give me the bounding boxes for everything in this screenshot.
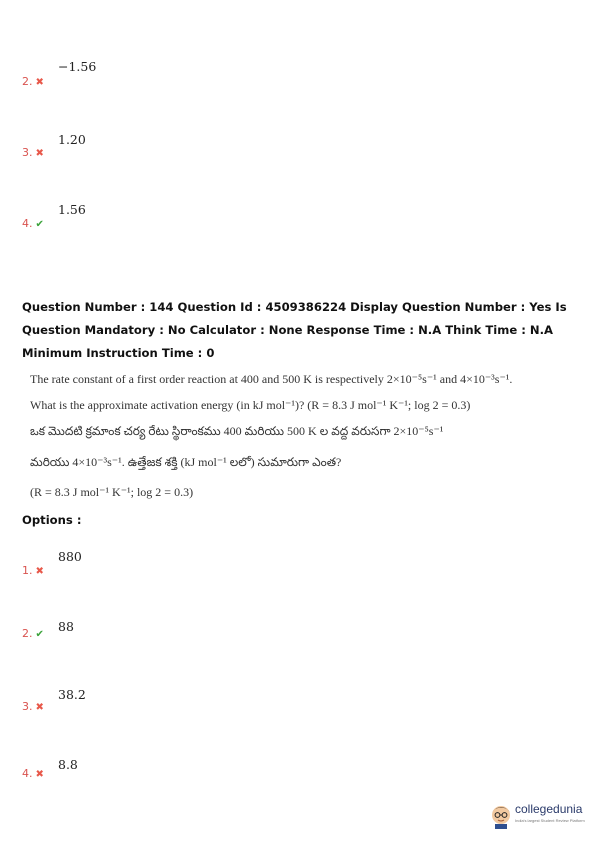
option-value: 38.2 bbox=[58, 687, 86, 702]
option-number: 1. ✖ bbox=[22, 564, 44, 577]
logo-tagline: India's largest Student Review Platform bbox=[515, 818, 585, 823]
question-line: The rate constant of a first order reaction at 400 and 500 K is respectively 2×10⁻⁵s⁻¹ and 4×10⁻³s⁻¹. bbox=[30, 372, 513, 386]
option-value: 1.20 bbox=[58, 132, 86, 147]
cross-icon: ✖ bbox=[35, 77, 44, 88]
option-value: −1.56 bbox=[58, 59, 97, 74]
cross-icon: ✖ bbox=[35, 566, 44, 577]
option-number: 3. ✖ bbox=[22, 700, 44, 713]
check-icon: ✔ bbox=[35, 629, 44, 640]
option-value: 1.56 bbox=[58, 202, 86, 217]
option-value: 880 bbox=[58, 549, 82, 564]
cross-icon: ✖ bbox=[35, 769, 44, 780]
cross-icon: ✖ bbox=[35, 148, 44, 159]
options-label: Options : bbox=[22, 513, 82, 527]
option-number: 3. ✖ bbox=[22, 146, 44, 159]
collegedunia-logo bbox=[490, 800, 590, 832]
cross-icon: ✖ bbox=[35, 702, 44, 713]
mascot-icon bbox=[490, 802, 512, 830]
question-line: (R = 8.3 J mol⁻¹ K⁻¹; log 2 = 0.3) bbox=[30, 485, 194, 499]
option-number: 4. ✔ bbox=[22, 217, 44, 230]
option-number: 2. ✖ bbox=[22, 75, 44, 88]
option-value: 88 bbox=[58, 619, 74, 634]
option-value: 8.8 bbox=[58, 757, 78, 772]
option-number: 4. ✖ bbox=[22, 767, 44, 780]
question-line: What is the approximate activation energy (in kJ mol⁻¹)? (R = 8.3 J mol⁻¹ K⁻¹; log 2 = 0.3) bbox=[30, 398, 471, 412]
question-line: ఒక మొదటి క్రమాంక చర్య రేటు స్థిరాంకము 400 మరియు 500 K ల వద్ద వరుసగా 2×10⁻⁵s⁻¹ bbox=[30, 424, 444, 438]
logo-name: collegedunia bbox=[515, 802, 583, 816]
question-line: మరియు 4×10⁻³s⁻¹. ఉత్తేజక శక్తి (kJ mol⁻¹ లలో) సుమారుగా ఎంత? bbox=[30, 455, 342, 469]
option-number: 2. ✔ bbox=[22, 627, 44, 640]
question-header: Question Number : 144 Question Id : 4509386224 Display Question Number : Yes Is Question Mandatory : No Calculator : None Response Time : N.A Think Time : N.A Minimum Instruction Time : 0 bbox=[22, 300, 567, 360]
check-icon: ✔ bbox=[35, 219, 44, 230]
